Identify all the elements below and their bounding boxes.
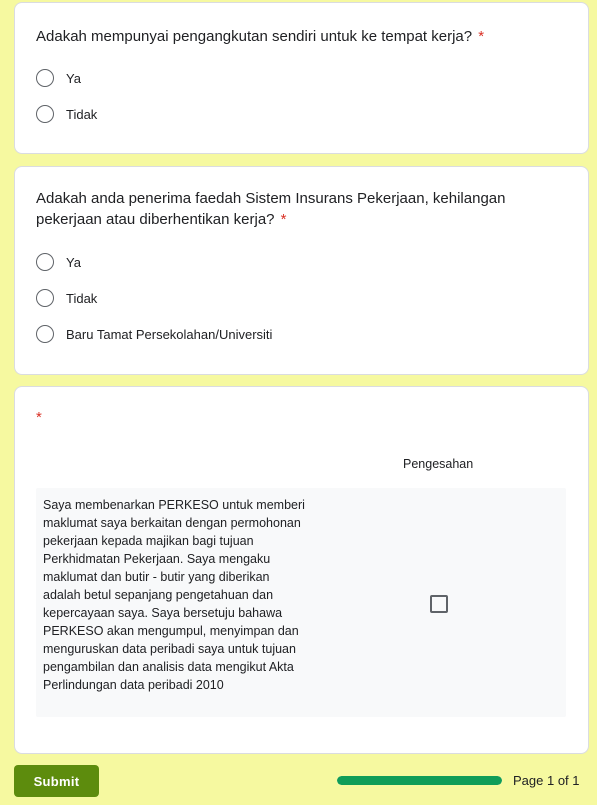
radio-option-ya[interactable] xyxy=(36,68,81,88)
required-asterisk: * xyxy=(36,409,42,426)
question-card-insurance xyxy=(14,166,589,375)
radio-circle-icon[interactable] xyxy=(36,253,54,271)
progress-bar-fill xyxy=(337,776,502,785)
submit-button[interactable]: Submit xyxy=(14,765,99,797)
question-title xyxy=(36,188,558,230)
radio-circle-icon[interactable] xyxy=(36,289,54,307)
grid-row xyxy=(36,488,566,717)
consent-checkbox[interactable] xyxy=(430,595,448,613)
question-title xyxy=(36,26,558,47)
required-asterisk: * xyxy=(280,211,287,228)
radio-circle-icon[interactable] xyxy=(36,69,54,87)
option-label: Ya xyxy=(66,70,81,86)
question-card-transport xyxy=(14,2,589,154)
question-card-consent xyxy=(14,386,589,754)
option-label: Baru Tamat Persekolahan/Universiti xyxy=(66,326,273,342)
question-text: Adakah mempunyai pengangkutan sendiri untuk ke tempat kerja? xyxy=(36,28,473,45)
radio-option-tidak[interactable] xyxy=(36,288,97,308)
option-label: Tidak xyxy=(66,106,98,122)
required-asterisk: * xyxy=(478,28,485,45)
radio-option-baru-tamat[interactable] xyxy=(36,324,272,344)
question-title xyxy=(36,407,558,428)
radio-circle-icon[interactable] xyxy=(36,105,54,123)
question-text: Adakah anda penerima faedah Sistem Insurans Pekerjaan, kehilangan pekerjaan atau diberhentikan kerja? xyxy=(36,190,506,228)
grid-column-header: Pengesahan xyxy=(403,457,474,471)
radio-option-tidak[interactable] xyxy=(36,104,97,124)
radio-option-ya[interactable] xyxy=(36,252,81,272)
consent-statement: Saya membenarkan PERKESO untuk memberi maklumat saya berkaitan dengan permohonan pekerjaan kepada majikan bagi tujuan Perkhidmatan Pekerjaan. Saya mengaku maklumat dan butir - butir yang diberikan adalah betul sepanjang pengetahuan dan kepercayaan saya. Saya bersetuju bahawa PERKESO akan mengumpul, menyimpan dan menguruskan data peribadi saya untuk tujuan pengambilan dan analisis data mengikut Akta Perlindungan data peribadi 2010 xyxy=(43,498,305,692)
progress-bar xyxy=(337,776,502,785)
option-label: Tidak xyxy=(66,290,98,306)
radio-circle-icon[interactable] xyxy=(36,325,54,343)
option-label: Ya xyxy=(66,254,81,270)
page-indicator: Page 1 of 1 xyxy=(513,773,580,788)
